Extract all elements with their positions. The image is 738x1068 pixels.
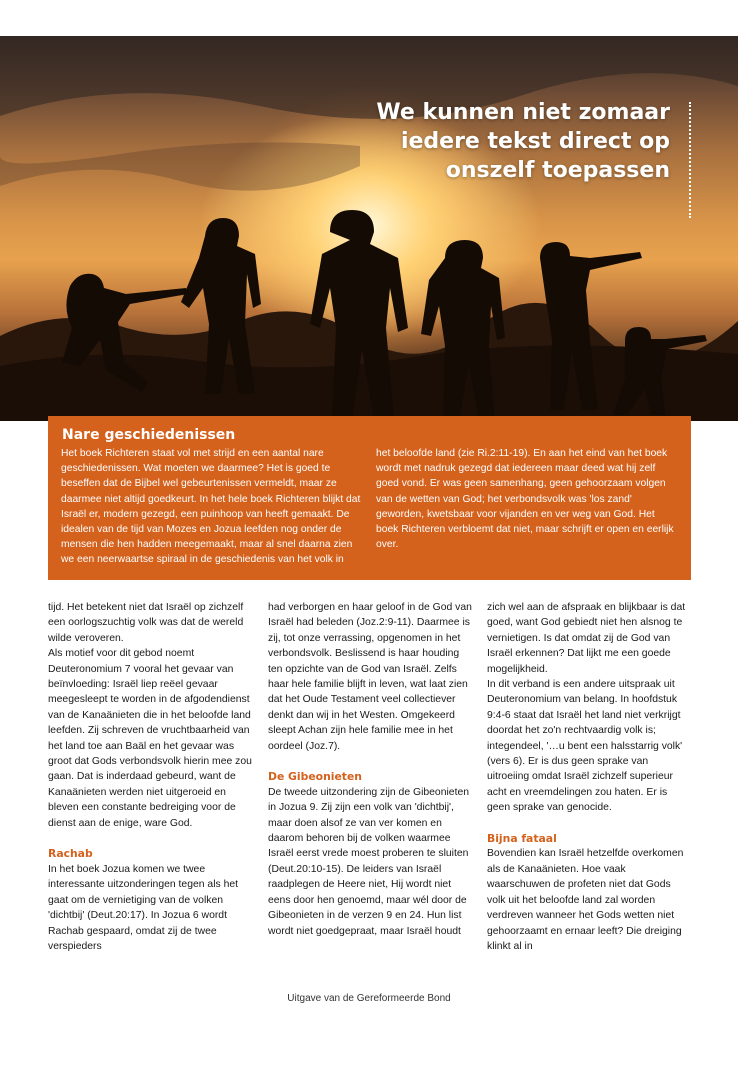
paragraph: Bovendien kan Israël hetzelfde overkomen als de Kanaänieten. Hoe vaak waarschuwen de profeten niet dat Gods volk uit het beloofde land zal worden verdreven wanneer het Gods wetten niet gehoorzaamt en ernaar leeft? Die dreiging klinkt al in bbox=[487, 848, 684, 952]
soldiers-silhouette bbox=[0, 36, 738, 421]
paragraph: Als motief voor dit gebod noemt Deuteronomium 7 vooral het gevaar van beïnvloeding: Israël liep reëel gevaar meegesleept te worden in de afgodendienst van de Kanaänieten die in het beloofde land leefden. Zij schreven de vruchtbaarheid van het land toe aan Baäl en het gevaar was groot dat Gods verbondsvolk hierin mee zou gaan. Dat is inderdaad gebeurd, want de Kanaänieten werden niet uitgeroeid en bleven een constante bedreiging voor de dienst aan de enige, ware God. bbox=[48, 648, 252, 829]
headline bbox=[376, 98, 670, 185]
footer-publisher: Uitgave van de Gereformeerde Bond bbox=[287, 993, 451, 1004]
dotted-divider bbox=[689, 102, 691, 218]
section-heading: De Gibeonieten bbox=[268, 770, 362, 784]
paragraph: De tweede uitzondering zijn de Gibeonieten in Jozua 9. Zij zijn een volk van 'dichtbij', maar doen alsof ze van ver komen en daarom behoren bij de volken waarmee Israël eerst vrede moest proberen te sluiten (Deut.20:10-15). De leiders van Israël raadplegen de Heere niet, Hij wordt niet eens door hen genoemd, maar wél door de Gibeonieten in de verzen 9 en 24. Hun list wordt niet goedgepraat, maar Israël houdt bbox=[268, 786, 470, 937]
article-column-3 bbox=[487, 600, 692, 954]
box-title: Nare geschiedenissen bbox=[62, 427, 236, 443]
paragraph: In het boek Jozua komen we twee interessante uitzonderingen tegen als het gaat om de vernietiging van de volken 'dichtbij' (Deut.20:17). In Jozua 6 wordt Rachab gespaard, omdat zij de twee verspieders bbox=[48, 863, 239, 952]
headline-line: onszelf toepassen bbox=[445, 158, 670, 183]
article-column-2 bbox=[268, 600, 472, 939]
sidebar-box bbox=[48, 416, 691, 580]
headline-line: We kunnen niet zomaar bbox=[376, 100, 670, 125]
hero-image bbox=[0, 36, 738, 421]
paragraph: tijd. Het betekent niet dat Israël op zichzelf een oorlogszuchtig volk was dat de wereld wilde veroveren. bbox=[48, 602, 244, 644]
article-column-1 bbox=[48, 600, 253, 954]
section-heading: Bijna fataal bbox=[487, 832, 557, 846]
paragraph: In dit verband is een andere uitspraak uit Deuteronomium van belang. In hoofdstuk 9:4-6 staat dat Israël het land niet verkrijgt doordat het zo'n rechtvaardig volk is; integendeel, '…u bent een halsstarrig volk' (vers 6). Er is dus geen sprake van uitroeiing omdat Israël zichzelf superieur acht en vreemdelingen zou haten. Er is geen sprake van genocide. bbox=[487, 679, 683, 814]
paragraph: zich wel aan de afspraak en blijkbaar is dat goed, want God gebiedt niet hen alsnog te vernietigen. Is dat omdat zij de God van Israël erkennen? Dat lijkt me een goede mogelijkheid. bbox=[487, 602, 686, 675]
paragraph: had verborgen en haar geloof in de God van Israël had beleden (Joz.2:9-11). Daarmee is zij, tot onze verrassing, opgenomen in het verbondsvolk. Beslissend is haar houding ten opzichte van de God van Israël. Zelfs haar hele familie blijft in leven, wat laat zien dat het Oude Testament veel collectiever denkt dan wij in het Westen. Omgekeerd sleept Achan zijn hele familie mee in het oordeel (Joz.7). bbox=[268, 602, 472, 752]
box-text-right: het beloofde land (zie Ri.2:11-19). En aan het eind van het boek wordt met nadruk gezegd dat iedereen maar deed wat hij zelf goed vond. Er was geen samenhang, geen gehoorzaam volgen van de wetten van God; het verbondsvolk was 'los zand' geworden, kwetsbaar voor vijanden en ver weg van God. Het boek Richteren verbloemt dat niet, maar schrijft er open en eerlijk over. bbox=[376, 448, 674, 551]
box-text-left: Het boek Richteren staat vol met strijd en een aantal nare geschiedenissen. Wat moeten we daarmee? Het is goed te beseffen dat de Bijbel wel gebeurtenissen vermeldt, maar ze daarmee niet altijd goedkeurt. In het hele boek Richteren blijkt dat Israël er, modern gezegd, een puinhoop van heeft gemaakt. De idealen van de tijd van Mozes en Jozua leefden nog onder de mensen die hen hadden meegemaakt, maar al snel daarna zien we een neerwaartse spiraal in de geschiedenis van het volk in bbox=[61, 448, 361, 566]
headline-line: iedere tekst direct op bbox=[400, 129, 670, 154]
section-heading: Rachab bbox=[48, 847, 93, 861]
